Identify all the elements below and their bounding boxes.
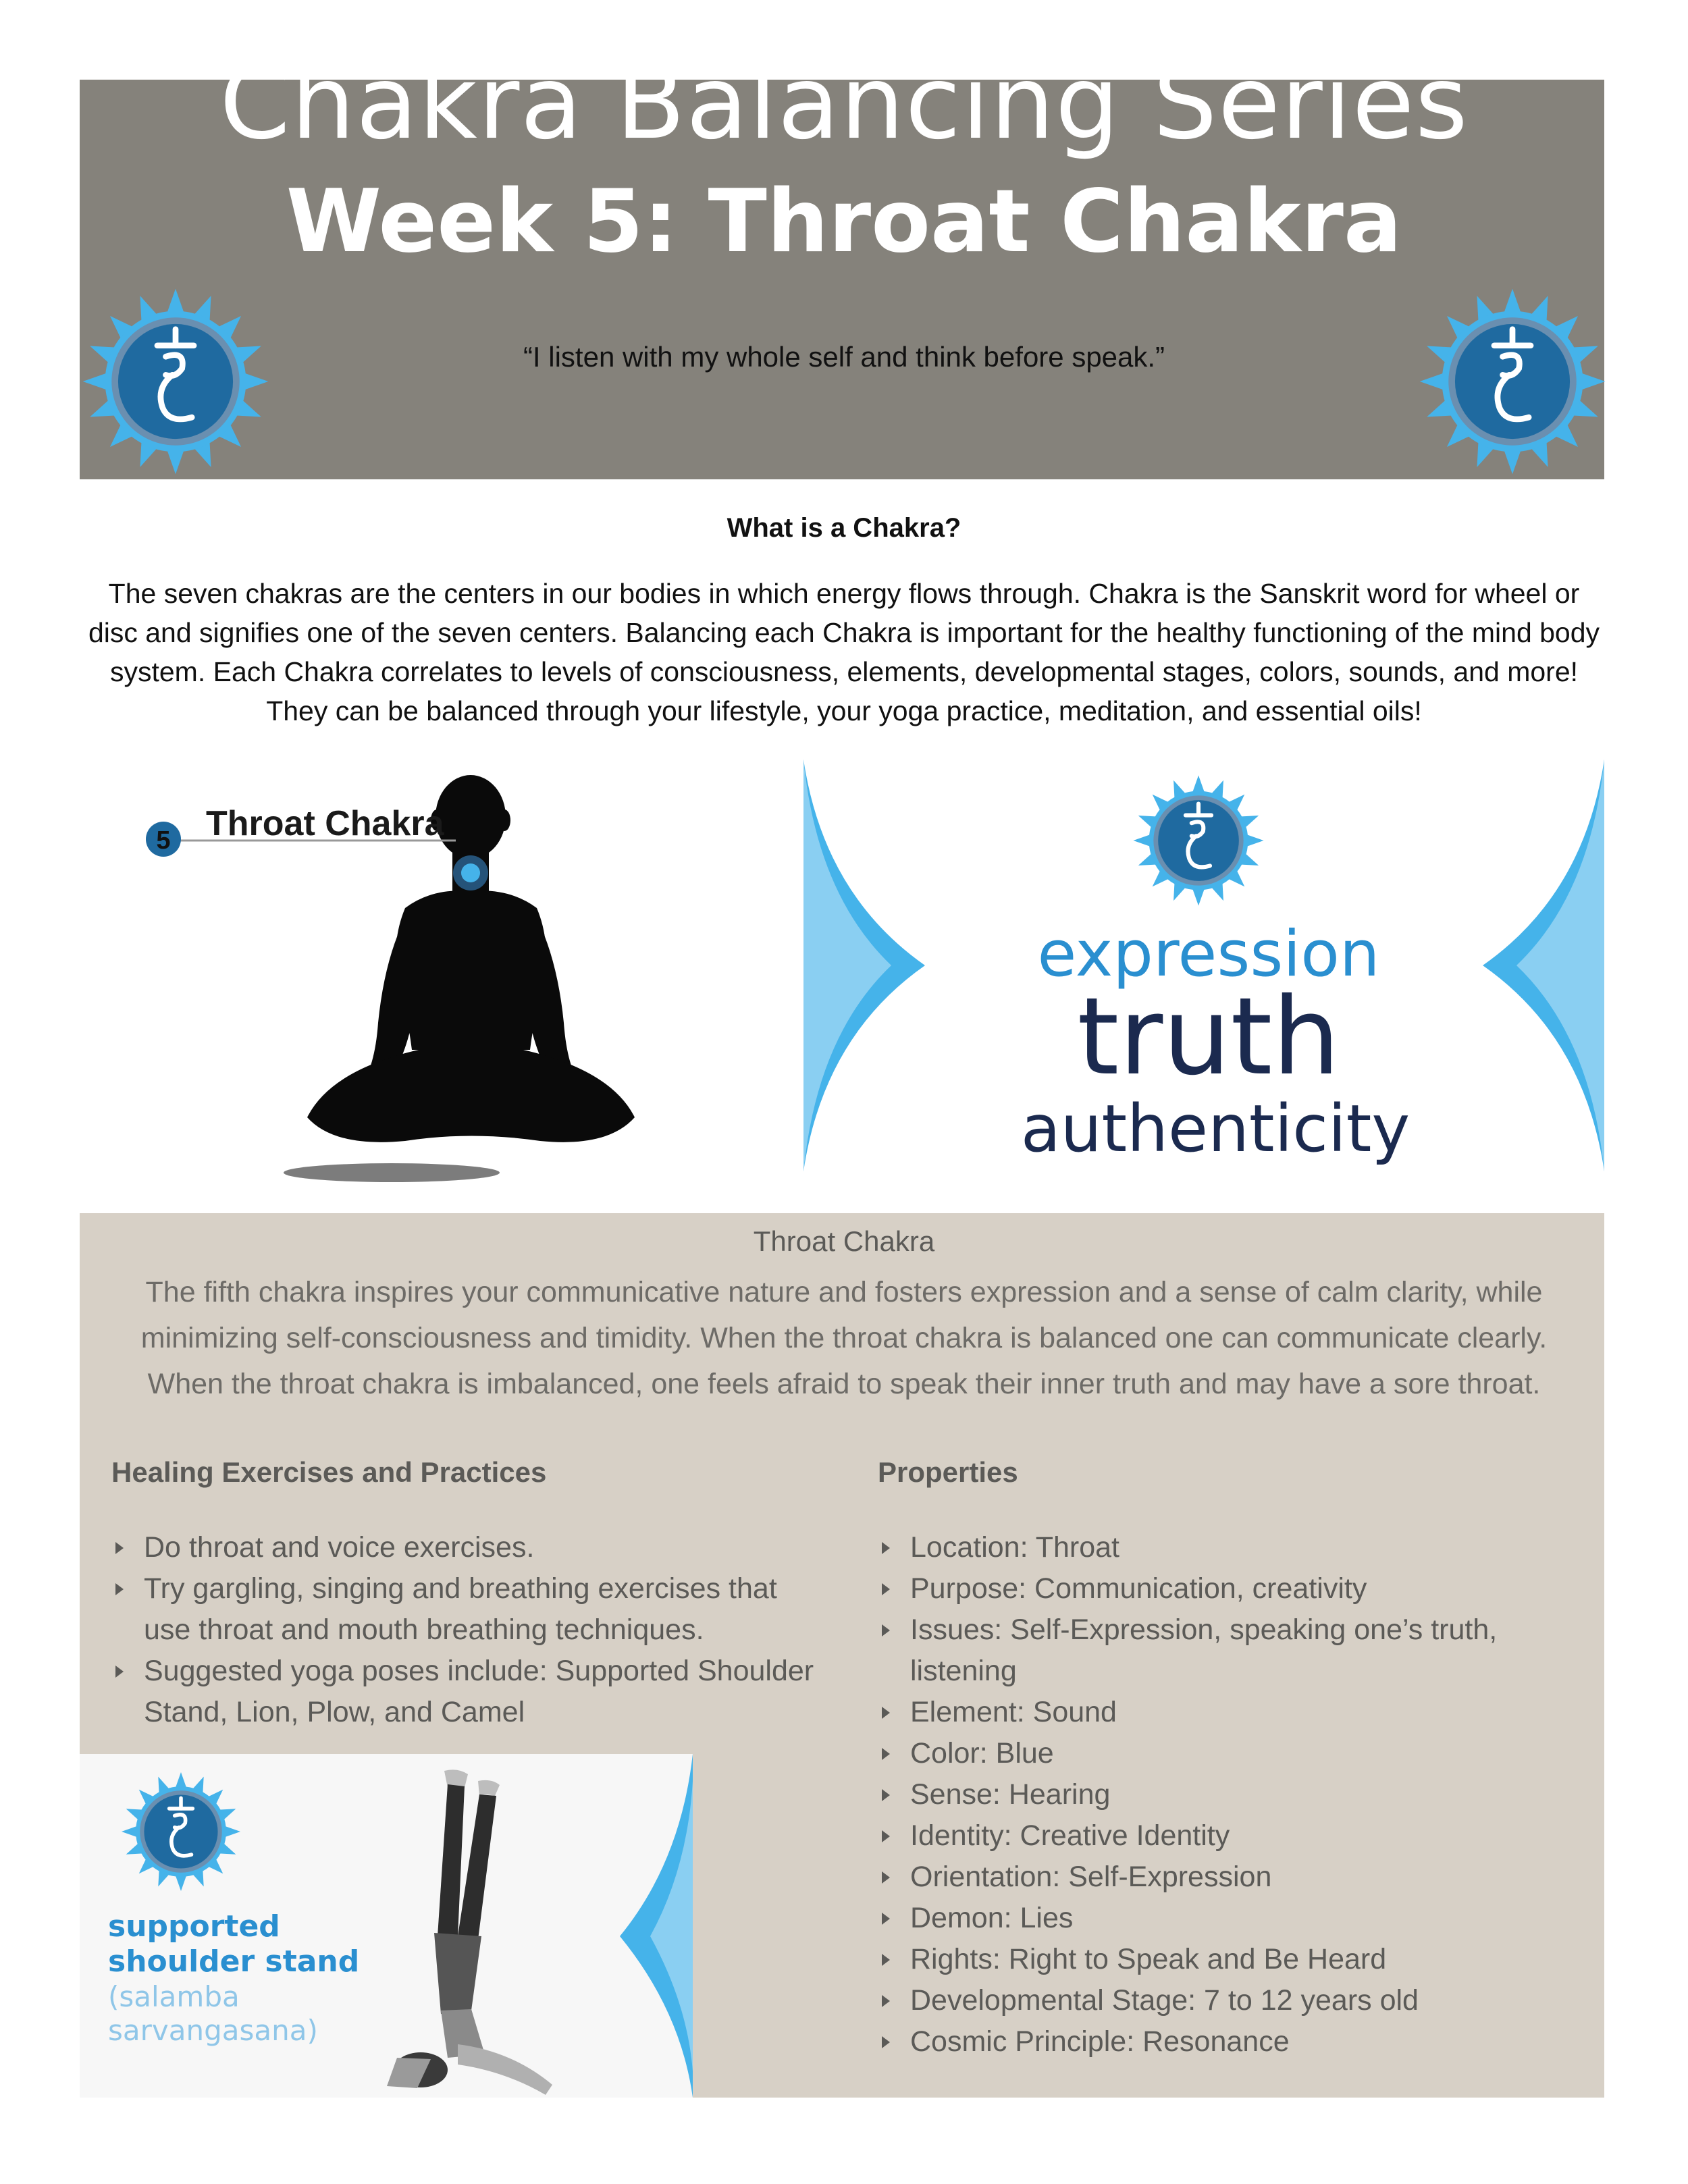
throat-chakra-emblem-icon: [122, 1772, 240, 1891]
word-truth: truth: [1077, 975, 1340, 1099]
properties-item: Color: Blue: [878, 1733, 1566, 1774]
intro-heading: What is a Chakra?: [727, 513, 961, 543]
pose-name-line2: shoulder stand: [108, 1944, 360, 1979]
word-expression: expression: [1037, 917, 1380, 991]
throat-chakra-emblem-icon: [1133, 775, 1263, 905]
expression-truth-graphic: [803, 760, 1604, 1171]
throat-chakra-emblem-icon: [1415, 284, 1610, 479]
shadow: [284, 1163, 500, 1182]
properties-heading: Properties: [878, 1456, 1018, 1488]
properties-item: Developmental Stage: 7 to 12 years old: [878, 1980, 1566, 2021]
properties-item: Cosmic Principle: Resonance: [878, 2021, 1566, 2062]
shoulder-stand-pose-image: [80, 1754, 693, 2098]
affirmation-quote: “I listen with my whole self and think before speak.”: [523, 341, 1165, 373]
properties-item: Sense: Hearing: [878, 1774, 1566, 1815]
page-subtitle: Week 5: Throat Chakra: [286, 171, 1402, 272]
properties-item: Demon: Lies: [878, 1898, 1566, 1939]
properties-item: Rights: Right to Speak and Be Heard: [878, 1939, 1566, 1980]
exercises-heading: Healing Exercises and Practices: [111, 1456, 547, 1488]
properties-item: Issues: Self-Expression, speaking one’s truth, listening: [878, 1609, 1566, 1692]
panel-title: Throat Chakra: [753, 1225, 935, 1257]
pose-illustration: [80, 1754, 693, 2098]
intro-paragraph: The seven chakras are the centers in our bodies in which energy flows through. Chakra is the Sanskrit word for wheel or disc and signifies one of the seven centers. Balancing each Chakra is important for the healthy functioning of the mind body system. Each Chakra correlates to levels of consciousness, elements, developmental stages, colors, sounds, and more! They can be balanced through your lifestyle, your yoga practice, meditation, and essential oils!: [88, 578, 1600, 726]
exercises-list: [111, 1527, 824, 1733]
word-authenticity: authenticity: [1020, 1091, 1410, 1167]
pose-sanskrit-line2: sarvangasana): [108, 2014, 318, 2047]
chakra-number: 5: [156, 826, 171, 855]
throat-chakra-emblem-icon: [78, 284, 273, 479]
panel-description: The fifth chakra inspires your communicative nature and fosters expression and a sense of calm clarity, while minimizing self-consciousness and timidity. When the throat chakra is balanced one can communicate clearly. When the throat chakra is imbalanced, one feels afraid to speak their inner truth and may have a sore throat.: [140, 1276, 1548, 1400]
exercises-item: Suggested yoga poses include: Supported Shoulder Stand, Lion, Plow, and Camel: [111, 1651, 824, 1733]
meditation-silhouette-figure: [135, 753, 662, 1192]
properties-item: Orientation: Self-Expression: [878, 1857, 1566, 1898]
pose-name-line1: supported: [108, 1909, 280, 1944]
pose-sanskrit-line1: (salamba: [108, 1980, 240, 2013]
page-title: Chakra Balancing Series: [219, 45, 1469, 162]
throat-chakra-label: Throat Chakra: [206, 804, 444, 843]
properties-item: Purpose: Communication, creativity: [878, 1568, 1566, 1609]
properties-item: Identity: Creative Identity: [878, 1815, 1566, 1857]
properties-item: Element: Sound: [878, 1692, 1566, 1733]
exercises-item: Try gargling, singing and breathing exercises that use throat and mouth breathing techniques.: [111, 1568, 824, 1651]
exercises-item: Do throat and voice exercises.: [111, 1527, 824, 1568]
properties-item: Location: Throat: [878, 1527, 1566, 1568]
properties-list: [878, 1527, 1566, 2062]
